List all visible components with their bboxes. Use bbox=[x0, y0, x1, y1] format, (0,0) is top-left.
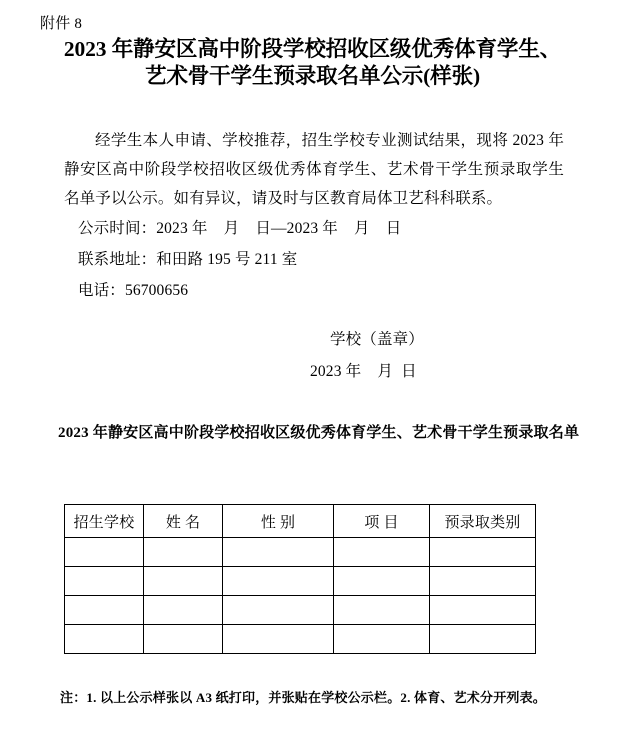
cell-event[interactable] bbox=[334, 625, 430, 654]
roster-subtitle: 2023 年静安区高中阶段学校招收区级优秀体育学生、艺术骨干学生预录取名单 bbox=[58, 425, 580, 441]
cell-gender[interactable] bbox=[223, 625, 334, 654]
cell-gender[interactable] bbox=[223, 567, 334, 596]
table-row bbox=[65, 625, 536, 654]
contact-phone-line: 电话：56700656 bbox=[78, 282, 189, 299]
cell-gender[interactable] bbox=[223, 538, 334, 567]
cell-category[interactable] bbox=[430, 596, 536, 625]
body-paragraph: 经学生本人申请、学校推荐，招生学校专业测试结果，现将 2023 年静安区高中阶段学校招收区级优秀体育学生、艺术骨干学生预录取学生名单予以公示。如有异议，请及时与区教育局体卫艺科科联系。 bbox=[64, 132, 564, 207]
roster-table bbox=[64, 504, 536, 654]
table-row bbox=[65, 596, 536, 625]
cell-category[interactable] bbox=[430, 625, 536, 654]
roster-table-body bbox=[65, 538, 536, 654]
document-title-line-1: 2023 年静安区高中阶段学校招收区级优秀体育学生、 bbox=[63, 37, 562, 61]
cell-name[interactable] bbox=[144, 538, 223, 567]
cell-name[interactable] bbox=[144, 596, 223, 625]
table-header-name: 姓 名 bbox=[144, 505, 223, 538]
cell-school[interactable] bbox=[65, 625, 144, 654]
signature-date: 2023 年 月 日 bbox=[310, 363, 417, 380]
cell-event[interactable] bbox=[334, 596, 430, 625]
attachment-label: 附件 8 bbox=[40, 16, 83, 32]
info-block bbox=[78, 213, 401, 306]
document-title-line-2: 艺术骨干学生预录取名单公示(样张) bbox=[144, 64, 481, 88]
table-header-school: 招生学校 bbox=[65, 505, 144, 538]
cell-category[interactable] bbox=[430, 538, 536, 567]
cell-name[interactable] bbox=[144, 625, 223, 654]
roster-table-head bbox=[65, 505, 536, 538]
document-title bbox=[0, 36, 625, 90]
cell-school[interactable] bbox=[65, 596, 144, 625]
footer-note: 注：1. 以上公示样张以 A3 纸打印，并张贴在学校公示栏。2. 体育、艺术分开列表。 bbox=[60, 690, 546, 705]
signature-block bbox=[310, 324, 424, 388]
table-header-event: 项 目 bbox=[334, 505, 430, 538]
cell-category[interactable] bbox=[430, 567, 536, 596]
table-header-category: 预录取类别 bbox=[430, 505, 536, 538]
table-header-gender: 性 别 bbox=[223, 505, 334, 538]
publicity-period-line: 公示时间：2023 年 月 日—2023 年 月 日 bbox=[78, 220, 402, 237]
cell-gender[interactable] bbox=[223, 596, 334, 625]
table-row bbox=[65, 538, 536, 567]
cell-name[interactable] bbox=[144, 567, 223, 596]
cell-school[interactable] bbox=[65, 538, 144, 567]
contact-address-line: 联系地址：和田路 195 号 211 室 bbox=[78, 251, 298, 268]
cell-event[interactable] bbox=[334, 567, 430, 596]
school-seal-label: 学校（盖章） bbox=[330, 331, 424, 348]
cell-event[interactable] bbox=[334, 538, 430, 567]
table-row bbox=[65, 567, 536, 596]
table-header-row bbox=[65, 505, 536, 538]
cell-school[interactable] bbox=[65, 567, 144, 596]
